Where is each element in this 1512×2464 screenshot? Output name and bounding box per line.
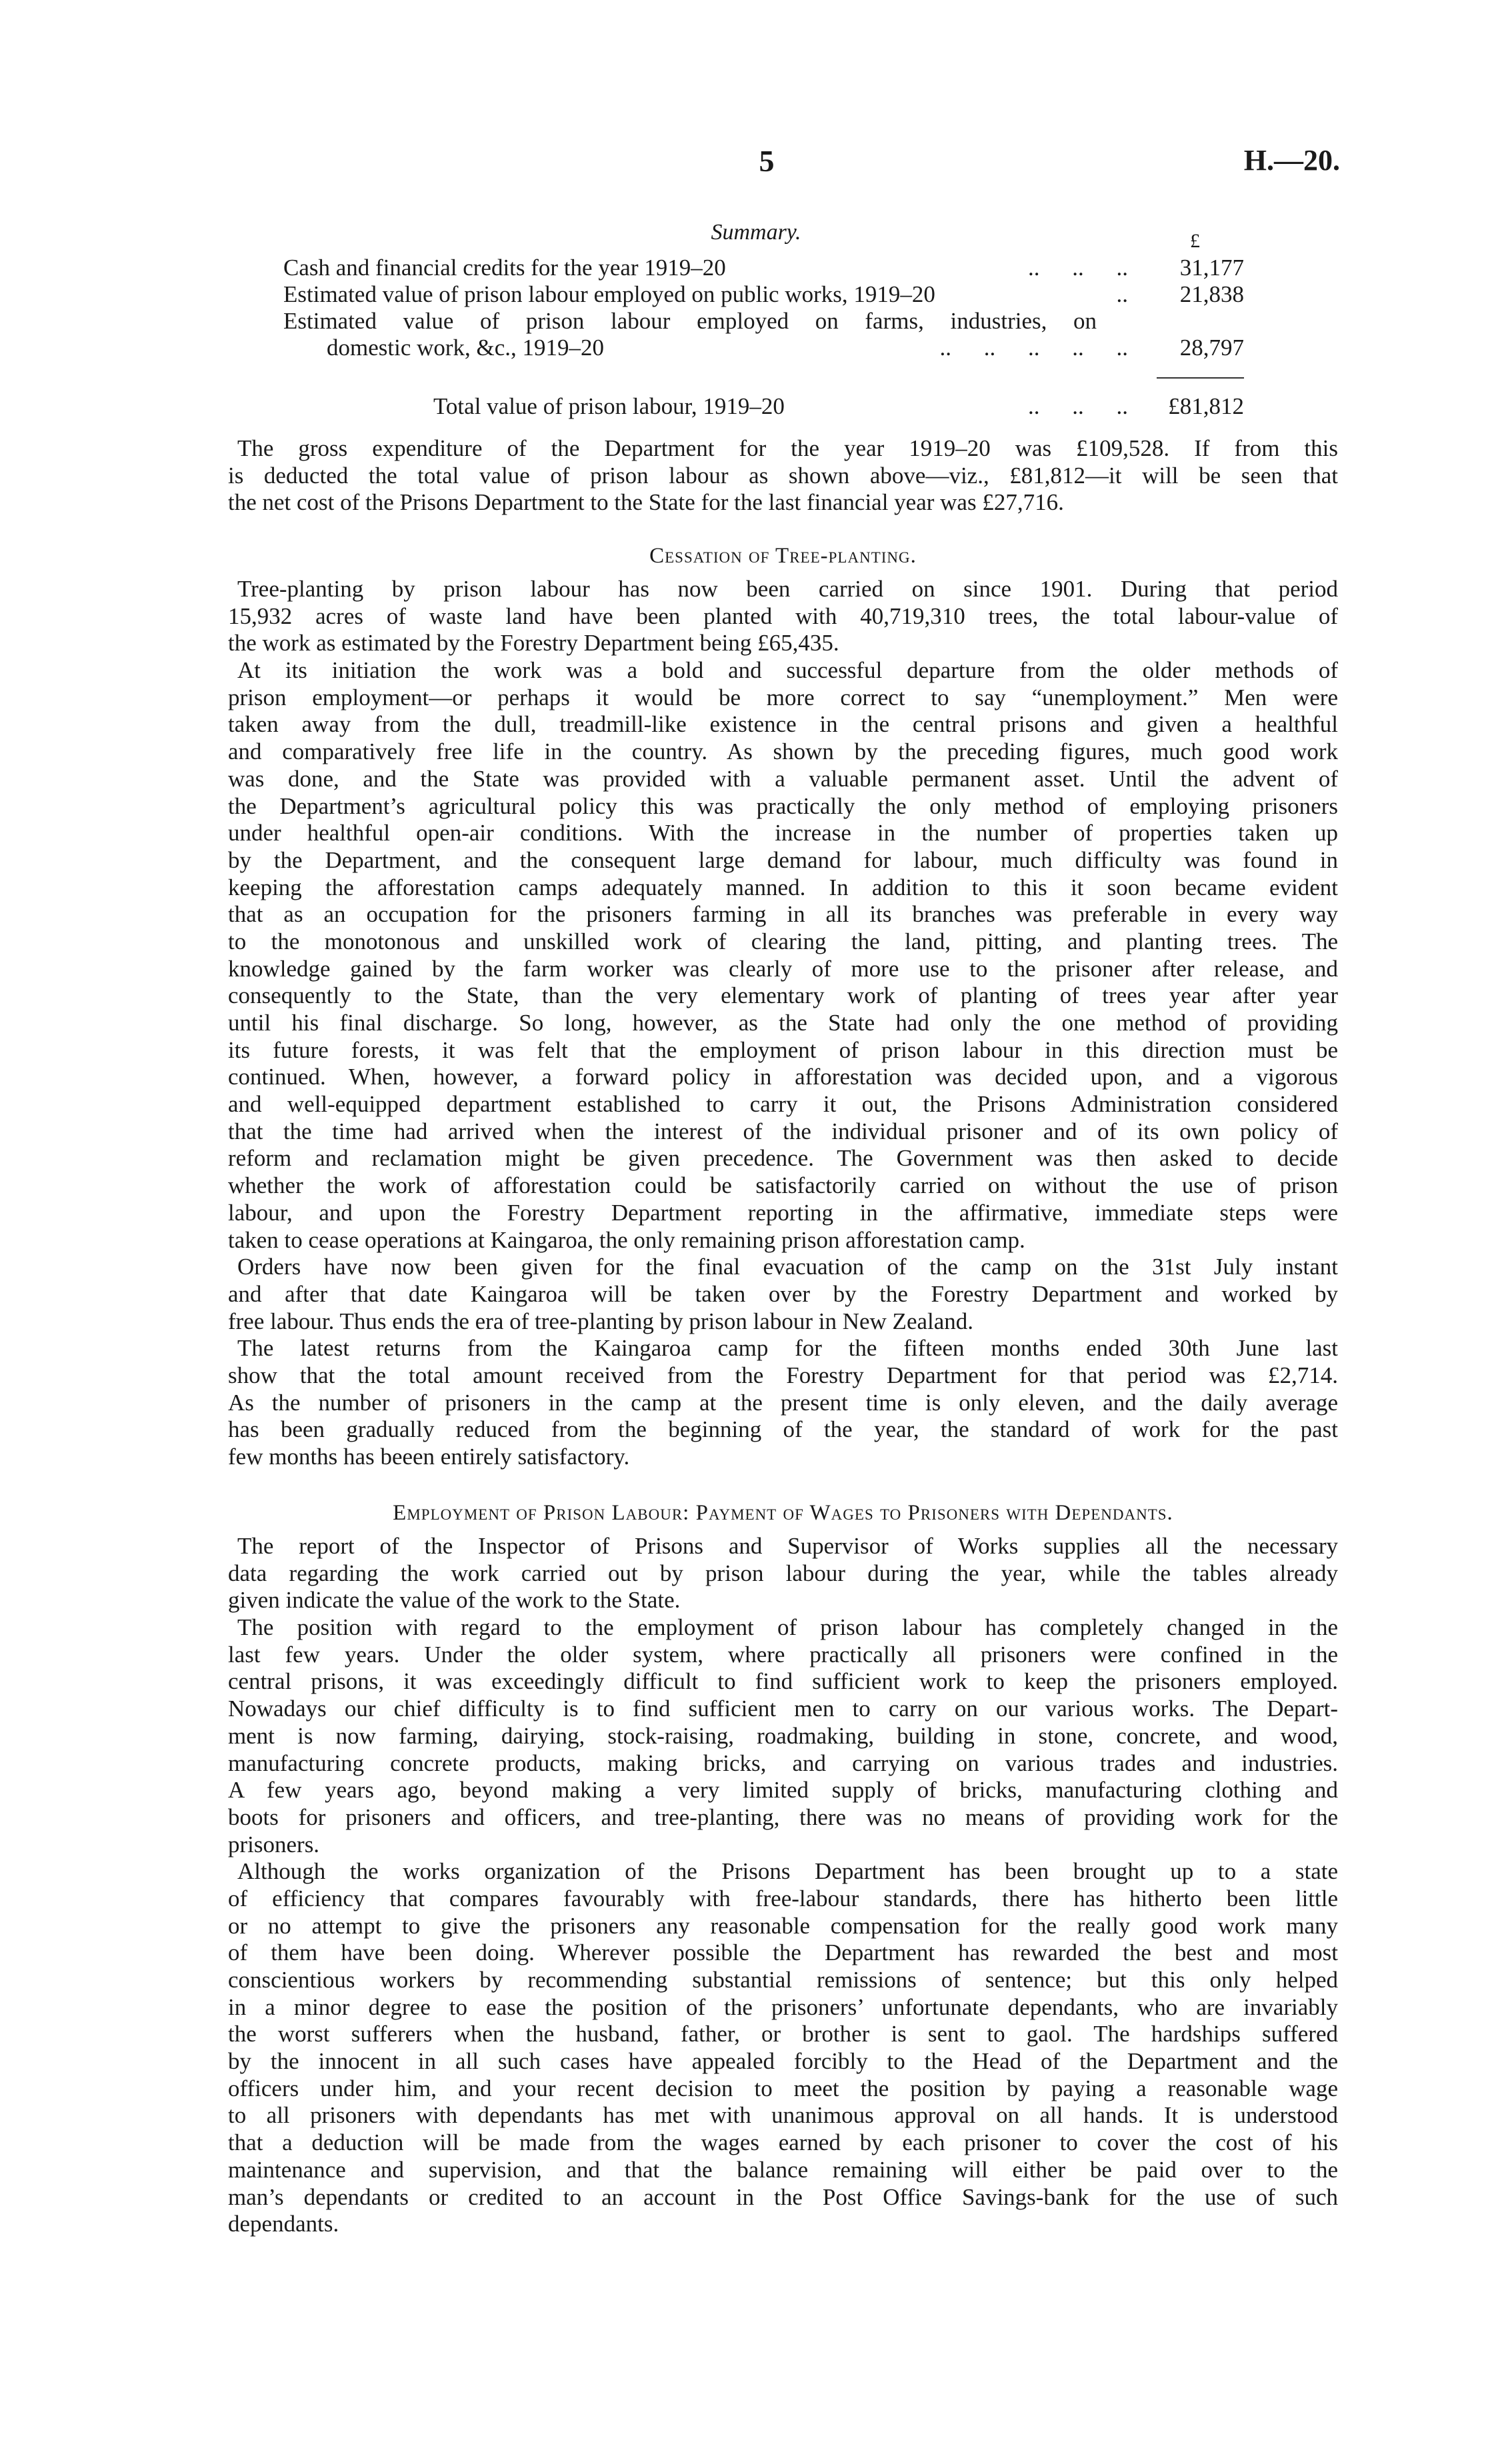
text-line: ment is now farming, dairying, stock-raising, roadmaking, building in stone, concrete, and wood, [228, 1722, 1338, 1749]
total-label: Total value of prison labour, 1919–20 [433, 393, 785, 419]
text-line: show that the total amount received from the Forestry Department for that period was £2,714. [228, 1362, 1338, 1388]
text-line: prisoners. [228, 1831, 320, 1857]
text-line: free labour. Thus ends the era of tree-planting by prison labour in New Zealand. [228, 1308, 974, 1334]
text-line: data regarding the work carried out by prison labour during the year, while the tables already [228, 1560, 1338, 1586]
paragraph [228, 657, 1338, 1254]
leader-dots: .. [1116, 281, 1128, 307]
summary-row [283, 255, 1244, 281]
text-line: or no attempt to give the prisoners any reasonable compensation for the really good work many [228, 1912, 1338, 1939]
summary-value: 21,838 [1179, 281, 1244, 307]
text-line: The gross expenditure of the Department for the year 1919–20 was £109,528. If from this [237, 435, 1338, 461]
text-line: maintenance and supervision, and that the balance remaining will either be paid over to the [228, 2156, 1338, 2183]
text-line: prison employment—or perhaps it would be more correct to say “unemployment.” Men were [228, 684, 1338, 710]
text-line: by the innocent in all such cases have appealed forcibly to the Head of the Department and the [228, 2048, 1338, 2075]
summary-row [283, 281, 1244, 308]
summary-total-row [283, 393, 1244, 420]
text-line: The latest returns from the Kaingaroa camp for the fifteen months ended 30th June last [237, 1335, 1338, 1362]
paragraph [228, 576, 1338, 657]
text-line: continued. When, however, a forward policy in afforestation was decided upon, and a vigorous [228, 1064, 1338, 1090]
text-line: that as an occupation for the prisoners farming in all its branches was preferable in every way [228, 901, 1338, 928]
text-line: last few years. Under the older system, where practically all prisoners were confined in the [228, 1641, 1338, 1668]
summary-label: domestic work, &c., 1919–20 [327, 335, 605, 361]
text-line: and comparatively free life in the country. As shown by the preceding figures, much good work [228, 738, 1338, 765]
text-line: of efficiency that compares favourably with free-labour standards, there has hitherto been little [228, 1885, 1338, 1911]
text-line: central prisons, it was exceedingly difficult to find sufficient work to keep the prisoners employed. [228, 1668, 1338, 1695]
text-line: is deducted the total value of prison labour as shown above—viz., £81,812—it will be seen that [228, 462, 1338, 489]
text-line: was done, and the State was provided with a valuable permanent asset. Until the advent of [228, 765, 1338, 792]
summary-label: Cash and financial credits for the year 1919–20 [283, 255, 726, 281]
text-line: consequently to the State, than the very elementary work of planting of trees year after year [228, 982, 1338, 1009]
text-line: under healthful open-air conditions. With the increase in the number of properties taken up [228, 820, 1338, 846]
summary-value: 31,177 [1179, 255, 1244, 281]
text-line: Nowadays our chief difficulty is to find sufficient men to carry on our various works. The Depart- [228, 1696, 1338, 1722]
text-line: Although the works organization of the Prisons Department has been brought up to a state [237, 1858, 1338, 1885]
text-line: labour, and upon the Forestry Department reporting in the affirmative, immediate steps were [228, 1199, 1338, 1226]
text-line: keeping the afforestation camps adequately manned. In addition to this it soon became evident [228, 874, 1338, 900]
section-body [228, 576, 1338, 1471]
text-line: of them have been doing. Wherever possible the Department has rewarded the best and most [228, 1939, 1338, 1966]
paragraph [228, 1254, 1338, 1335]
total-rule [1157, 377, 1244, 379]
text-line: officers under him, and your recent decision to meet the position by paying a reasonable wage [228, 2075, 1338, 2101]
summary-label: Estimated value of prison labour employed on public works, 1919–20 [283, 281, 935, 307]
text-line: by the Department, and the consequent large demand for labour, much difficulty was found in [228, 846, 1338, 873]
summary-value: 28,797 [1179, 335, 1244, 361]
text-line: has been gradually reduced from the beginning of the year, the standard of work for the past [228, 1416, 1338, 1443]
paragraph [228, 1335, 1338, 1470]
text-line: As the number of prisoners in the camp at the present time is only eleven, and the daily average [228, 1389, 1338, 1416]
text-line: to all prisoners with dependants has met with unanimous approval on all hands. It is understood [228, 2102, 1338, 2129]
section-heading: Cessation of Tree-planting. [649, 544, 917, 568]
summary-row [283, 335, 1244, 361]
text-line: until his final discharge. So long, however, as the State had only the one method of providing [228, 1010, 1338, 1036]
text-line: The report of the Inspector of Prisons and Supervisor of Works supplies all the necessary [237, 1533, 1338, 1559]
paragraph [228, 1533, 1338, 1614]
section-heading: Employment of Prison Labour: Payment of Wages to Prisoners with Dependants. [393, 1501, 1173, 1525]
text-line: in a minor degree to ease the position of the prisoners’ unfortunate dependants, who are invariably [228, 1993, 1338, 2020]
summary-label: Estimated value of prison labour employed on farms, industries, on [283, 308, 1097, 334]
text-line: taken to cease operations at Kaingaroa, the only remaining prison afforestation camp. [228, 1226, 1025, 1253]
paragraph [228, 1614, 1338, 1858]
text-line: its future forests, it was felt that the employment of prison labour in this direction must be [228, 1036, 1338, 1063]
intro-paragraph-block [228, 435, 1338, 517]
text-line: to the monotonous and unskilled work of clearing the land, pitting, and planting trees. The [228, 928, 1338, 954]
text-line: that the time had arrived when the interest of the individual prisoner and of its own policy of [228, 1118, 1338, 1144]
text-line: the Department’s agricultural policy this was practically the only method of employing prisoners [228, 792, 1338, 819]
currency-symbol: £ [1190, 230, 1200, 252]
text-line: Orders have now been given for the final evacuation of the camp on the 31st July instant [237, 1254, 1338, 1280]
section-body [228, 1533, 1338, 2238]
text-line: conscientious workers by recommending substantial remissions of sentence; but this only helped [228, 1967, 1338, 1993]
page-number: 5 [759, 144, 775, 178]
text-line: A few years ago, beyond making a very limited supply of bricks, manufacturing clothing and [228, 1777, 1338, 1804]
text-line: manufacturing concrete products, making bricks, and carrying on various trades and industries. [228, 1750, 1338, 1776]
text-line: the worst sufferers when the husband, father, or brother is sent to gaol. The hardships suffered [228, 2021, 1338, 2047]
text-line: 15,932 acres of waste land have been planted with 40,719,310 trees, the total labour-value of [228, 603, 1338, 629]
total-value: £81,812 [1168, 393, 1244, 419]
text-line: Tree-planting by prison labour has now been carried on since 1901. During that period [237, 576, 1338, 602]
text-line: and after that date Kaingaroa will be taken over by the Forestry Department and worked by [228, 1280, 1338, 1307]
summary-title: Summary. [711, 220, 801, 245]
text-line: boots for prisoners and officers, and tree-planting, there was no means of providing work for the [228, 1804, 1338, 1830]
text-line: the work as estimated by the Forestry Department being £65,435. [228, 630, 839, 656]
document-reference: H.—20. [1243, 144, 1340, 177]
text-line: At its initiation the work was a bold and successful departure from the older methods of [237, 657, 1338, 684]
text-line: dependants. [228, 2211, 339, 2237]
leader-dots: .. .. .. [1028, 255, 1128, 281]
text-line: given indicate the value of the work to the State. [228, 1587, 681, 1614]
text-line: and well-equipped department established to carry it out, the Prisons Administration considered [228, 1091, 1338, 1118]
text-line: The position with regard to the employment of prison labour has completely changed in the [237, 1614, 1338, 1641]
text-line: whether the work of afforestation could be satisfactorily carried on without the use of prison [228, 1172, 1338, 1199]
paragraph [228, 435, 1338, 517]
text-line: knowledge gained by the farm worker was clearly of more use to the prisoner after release, and [228, 955, 1338, 982]
text-line: the net cost of the Prisons Department to the State for the last financial year was £27,716. [228, 489, 1064, 516]
summary-row [283, 308, 1244, 335]
text-line: that a deduction will be made from the wages earned by each prisoner to cover the cost of his [228, 2129, 1338, 2156]
text-line: few months has beeen entirely satisfactory. [228, 1444, 630, 1470]
text-line: taken away from the dull, treadmill-like existence in the central prisons and given a healthful [228, 711, 1338, 738]
paragraph [228, 1858, 1338, 2238]
text-line: reform and reclamation might be given precedence. The Government was then asked to decide [228, 1145, 1338, 1172]
text-line: man’s dependants or credited to an account in the Post Office Savings-bank for the use of such [228, 2183, 1338, 2210]
leader-dots: .. .. .. [1028, 393, 1128, 419]
leader-dots: .. .. .. .. .. [939, 335, 1128, 361]
